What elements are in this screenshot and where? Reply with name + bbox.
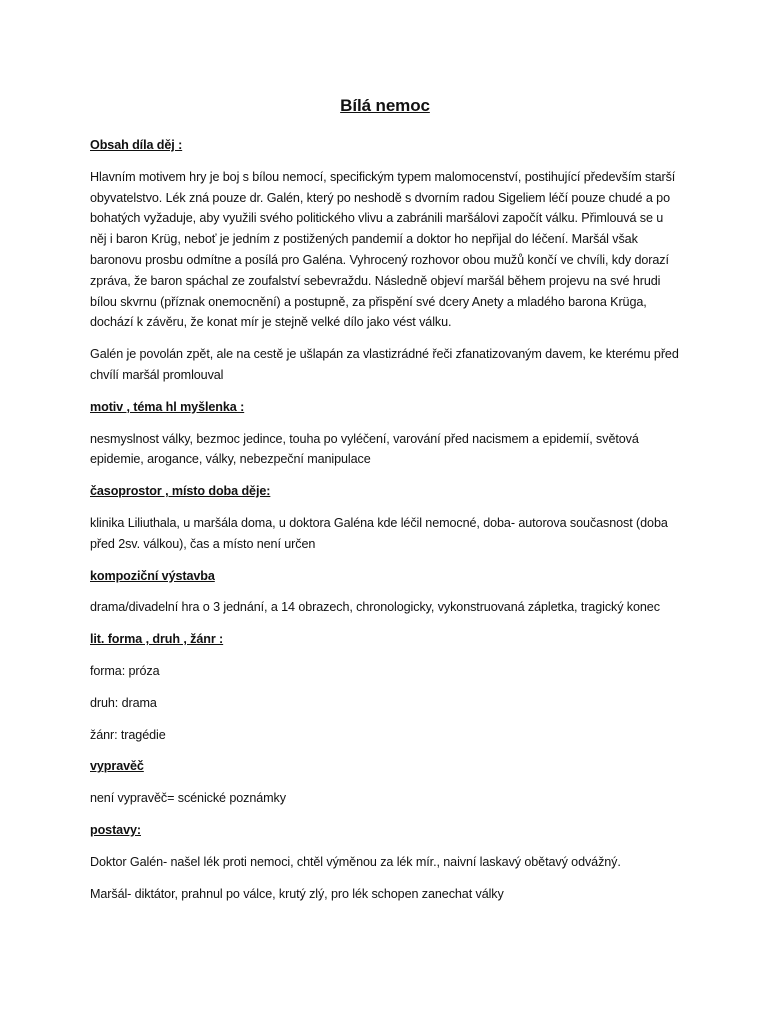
paragraph-motiv: nesmyslnost války, bezmoc jedince, touha po vyléčení, varování před nacismem a epidemií, světová epidemie, arogance, války, nebezpeční manipulace (90, 431, 639, 467)
heading-casoprostor: časoprostor , místo doba děje: (90, 484, 271, 499)
paragraph-postavy-marsal: Maršál- diktátor, prahnul po válce, krutý zlý, pro lék schopen zanechat války (90, 886, 504, 901)
page-title: Bílá nemoc (340, 96, 430, 115)
heading-motiv: motiv , téma hl myšlenka : (90, 399, 245, 414)
paragraph-vypravec: není vypravěč= scénické poznámky (90, 791, 286, 806)
paragraph-casoprostor: klinika Liliuthala, u maršála doma, u doktora Galéna kde léčil nemocné, doba- autorova současnost (doba před 2sv. válkou), čas a místo není určen (90, 515, 668, 551)
heading-kompozice: kompoziční výstavba (90, 568, 215, 583)
line-forma: forma: próza (90, 663, 160, 678)
line-druh: druh: drama (90, 695, 157, 710)
paragraph-kompozice: drama/divadelní hra o 3 jednání, a 14 obrazech, chronologicky, vykonstruovaná zápletka, tragický konec (90, 600, 660, 615)
heading-obsah: Obsah díla děj : (90, 138, 183, 152)
paragraph-postavy-galen: Doktor Galén- našel lék proti nemoci, chtěl výměnou za lék mír., naivní laskavý obětavý odvážný. (90, 854, 621, 869)
line-zanr: žánr: tragédie (90, 727, 166, 742)
paragraph-obsah-1: Hlavním motivem hry je boj s bílou nemocí, specifickým typem malomocenství, postihující především starší obyvatelstvo. Lék zná pouze dr. Galén, který po neshodě s dvorním radou Sigeliem léčí pouze chudé a po bohatých vyžaduje, aby využili svého politického vlivu a zabránili maršálovi započít válku. Přimlouvá se u něj i baron Krüg, neboť je jedním z postižených pandemií a doktor ho nepřijal do léčení. Maršál však baronovu prosbu odmítne a posílá pro Galéna. Vyhrocený rozhovor obou mužů končí ve chvíli, kdy dorazí zpráva, že baron spáchal ze zoufalství sebevraždu. Následně objeví maršál během projevu na své hrudi bílou skvrnu (příznak onemocnění) a postupně, za přispění své dcery Anety a mladého barona Krüga, dochází k závěru, že konat mír je stejně velké dílo jako vést válku. (90, 169, 676, 330)
paragraph-obsah-2: Galén je povolán zpět, ale na cestě je ušlapán za vlastizrádné řeči zfanatizovaným davem, ke kterému před chvílí maršál promlouval (90, 347, 679, 382)
heading-vypravec: vypravěč (90, 759, 144, 774)
heading-postavy: postavy: (90, 822, 141, 837)
heading-forma: lit. forma , druh , žánr : (90, 632, 224, 647)
document-page (90, 94, 680, 915)
